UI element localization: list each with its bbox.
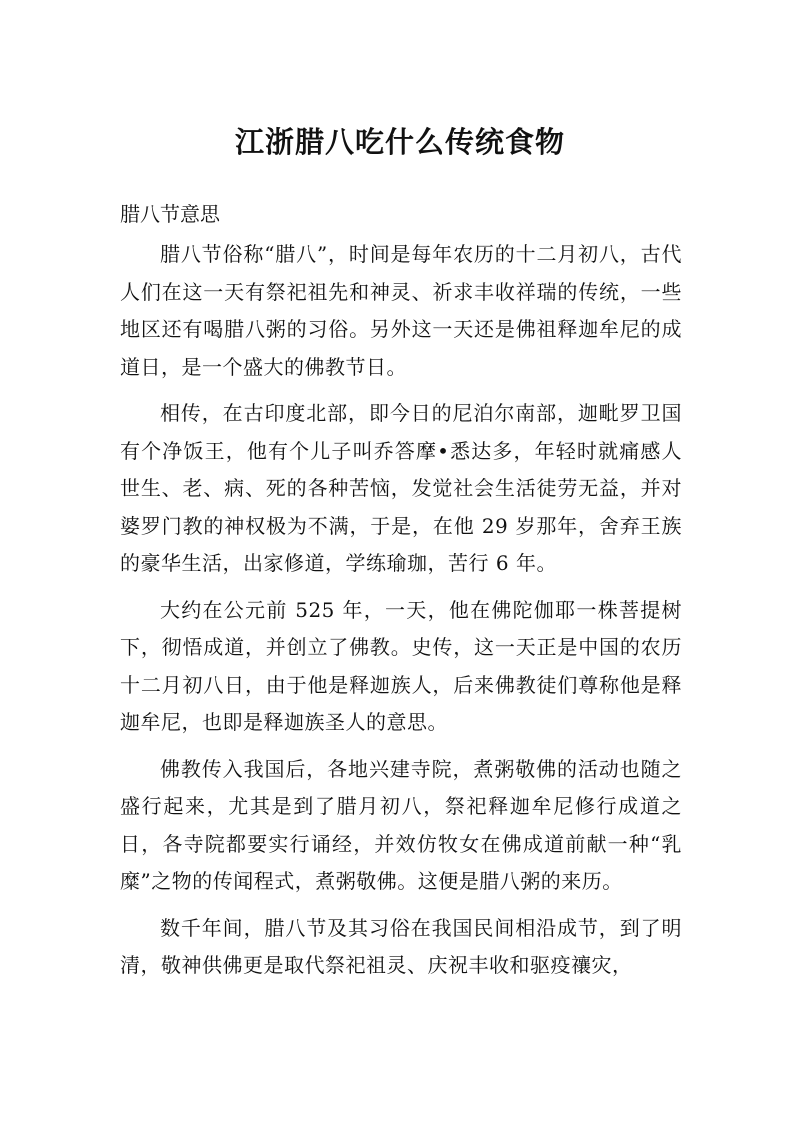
document-title: 江浙腊八吃什么传统食物 bbox=[234, 125, 565, 159]
document-body bbox=[120, 236, 682, 994]
paragraph-4: 佛教传入我国后，各地兴建寺院，煮粥敬佛的活动也随之盛行起来，尤其是到了腊月初八，祭祀释迦牟尼修行成道之日，各寺院都要实行诵经，并效仿牧女在佛成道前献一种“乳糜”之物的传闻程式，煮粥敬佛。这便是腊八粥的来历。 bbox=[120, 756, 682, 893]
paragraph-5: 数千年间，腊八节及其习俗在我国民间相沿成节，到了明清，敬神供佛更是取代祭祀祖灵、庆祝丰收和驱疫禳灾， bbox=[120, 915, 682, 977]
section-heading: 腊八节意思 bbox=[120, 202, 220, 226]
paragraph-2: 相传，在古印度北部，即今日的尼泊尔南部，迦毗罗卫国有个净饭王，他有个儿子叫乔答摩•悉达多，年轻时就痛感人世生、老、病、死的各种苦恼，发觉社会生活徒劳无益，并对婆罗门教的神权极为不满，于是，在他 29 岁那年，舍弃王族的豪华生活，出家修道，学练瑜珈，苦行 6 年。 bbox=[120, 401, 682, 575]
paragraph-1: 腊八节俗称“腊八”，时间是每年农历的十二月初八，古代人们在这一天有祭祀祖先和神灵、祈求丰收祥瑞的传统，一些地区还有喝腊八粥的习俗。另外这一天还是佛祖释迦牟尼的成道日，是一个盛大的佛教节日。 bbox=[120, 242, 682, 379]
paragraph-3: 大约在公元前 525 年，一天，他在佛陀伽耶一株菩提树下，彻悟成道，并创立了佛教。史传，这一天正是中国的农历十二月初八日，由于他是释迦族人，后来佛教徒们尊称他是释迦牟尼，也即是释迦族圣人的意思。 bbox=[120, 597, 682, 734]
